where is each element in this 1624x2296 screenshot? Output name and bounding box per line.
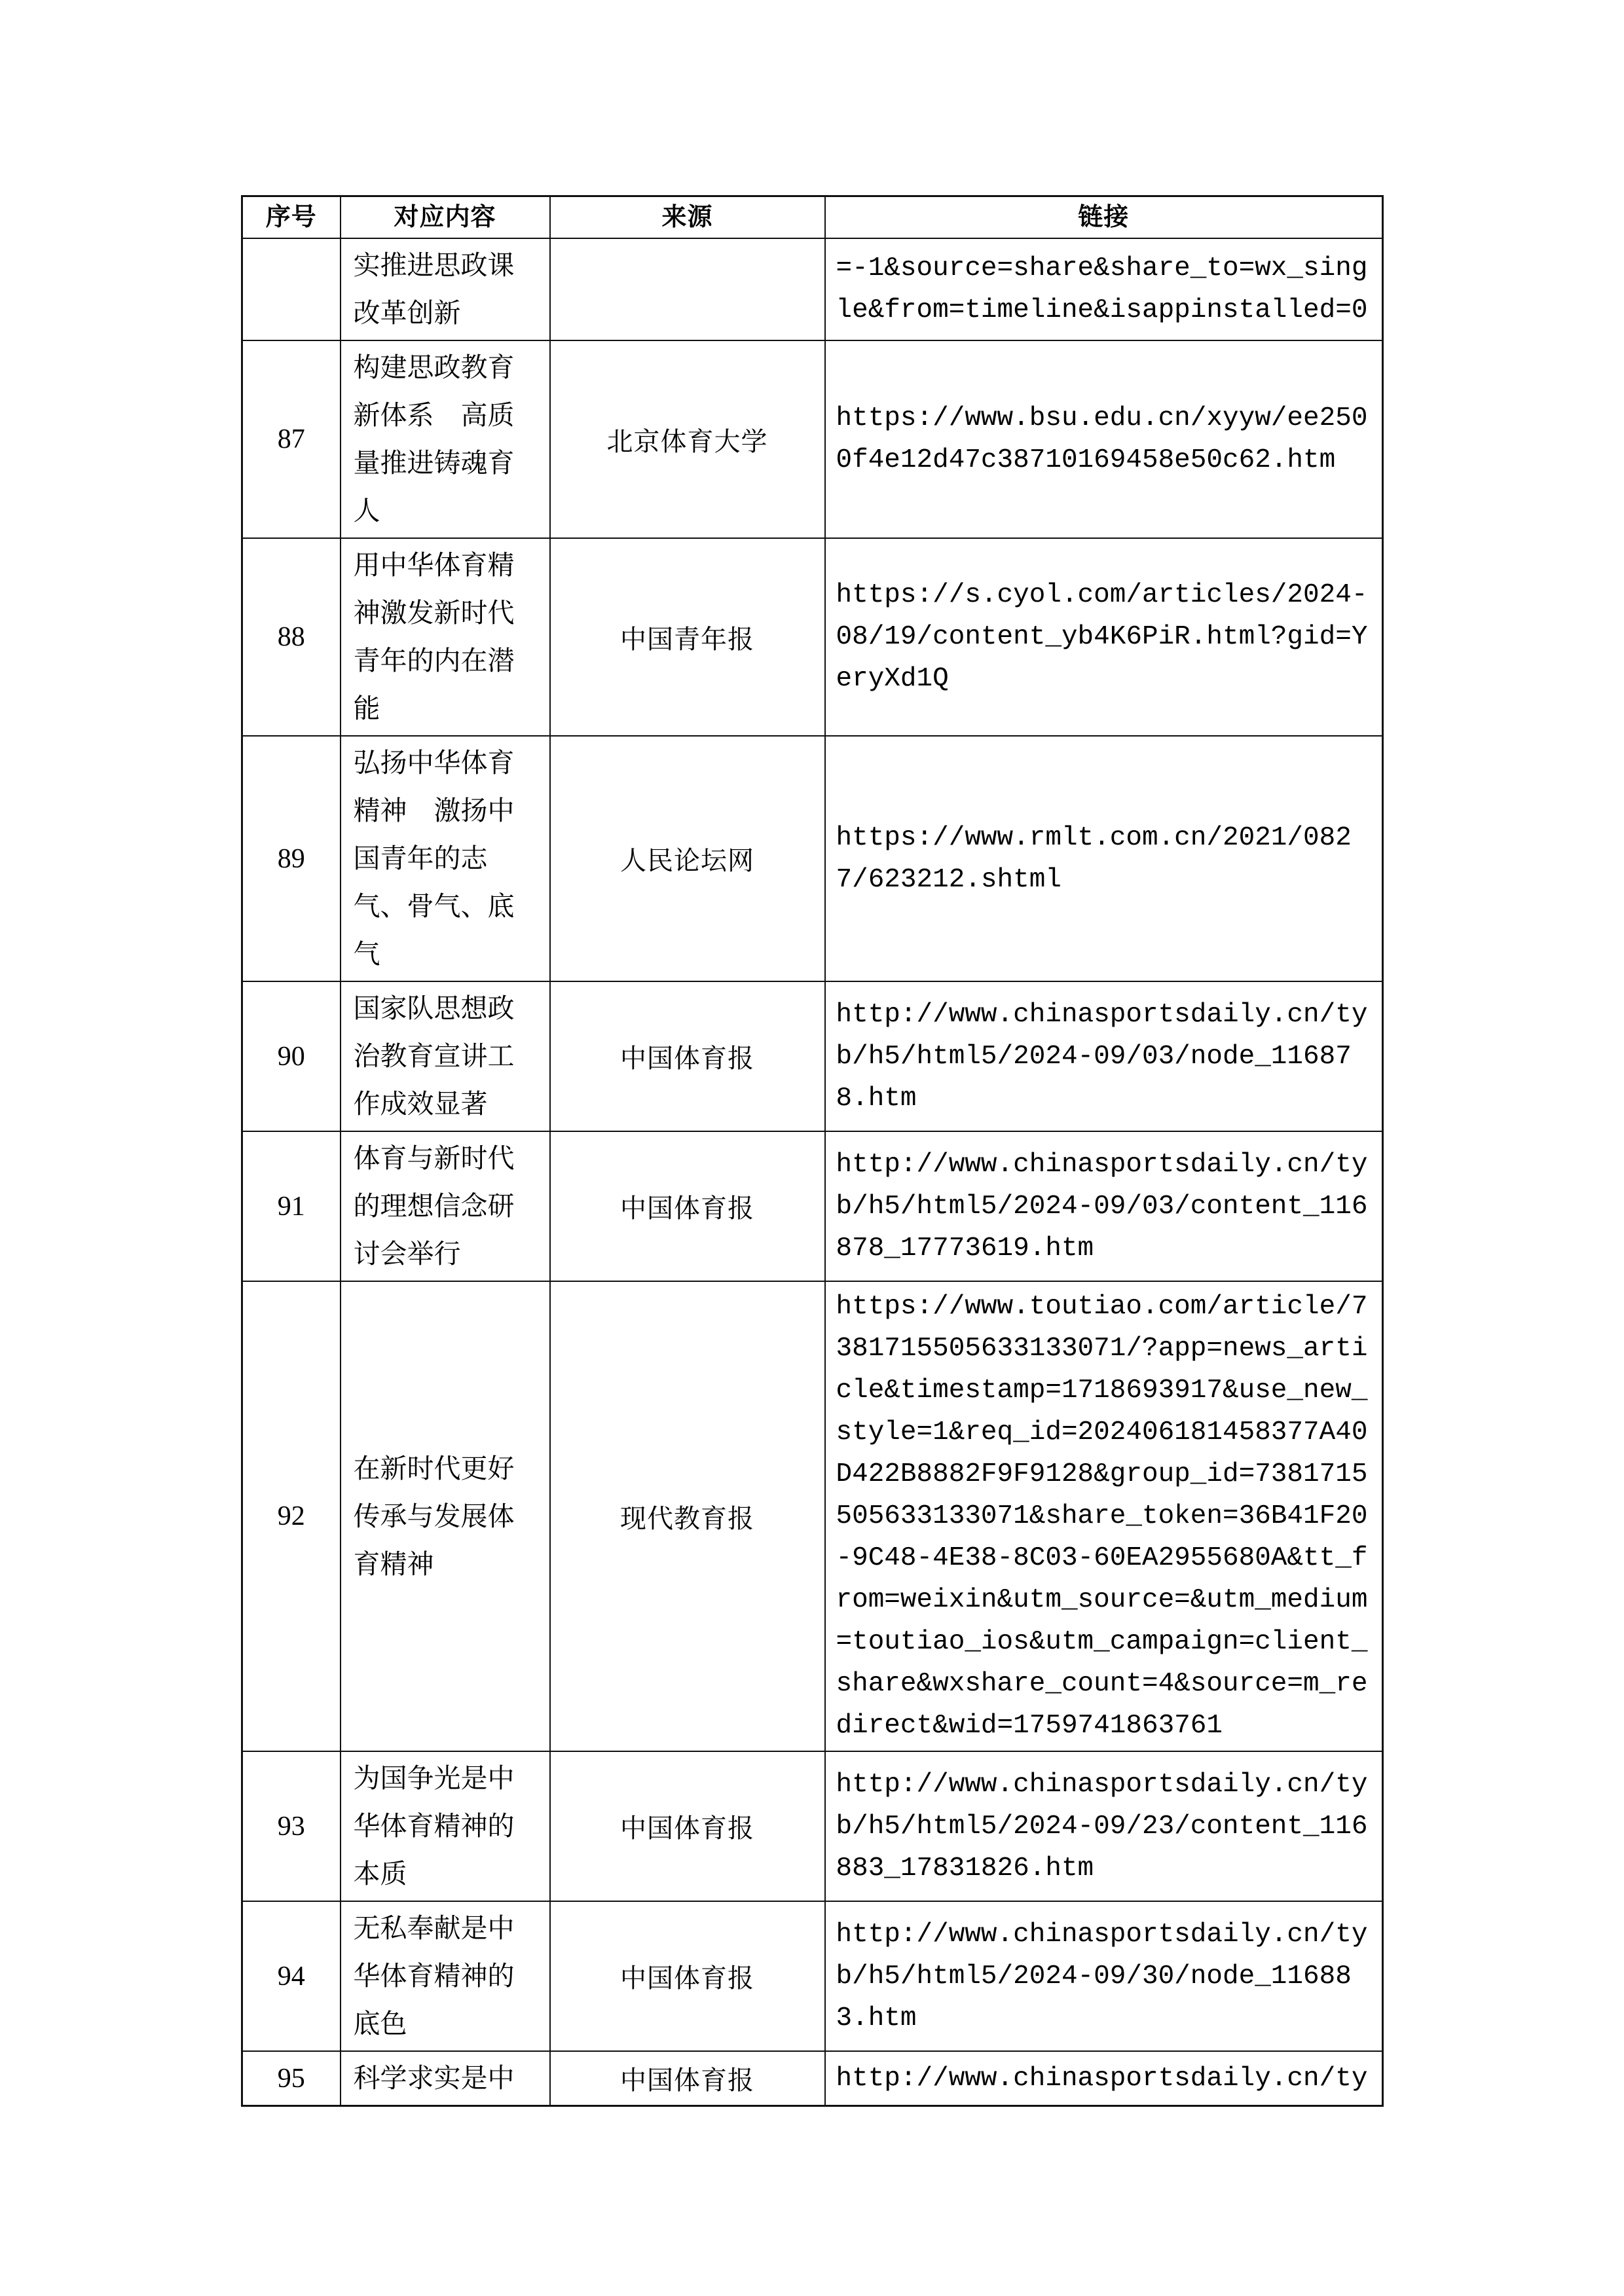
source-cell (550, 238, 825, 340)
table-row (242, 981, 1383, 1131)
row-number-cell: 92 (242, 1281, 341, 1751)
reference-links-table (241, 195, 1384, 2107)
table-row (242, 538, 1383, 736)
row-number-cell: 93 (242, 1751, 341, 1901)
table-body (242, 238, 1383, 2106)
table-row (242, 736, 1383, 981)
link-cell: http://www.chinasportsdaily.cn/tyb/h5/html5/2024-09/03/node_116878.htm (825, 981, 1383, 1131)
column-header-source: 来源 (550, 196, 825, 239)
link-cell: http://www.chinasportsdaily.cn/tyb/h5/html5/2024-09/30/node_116883.htm (825, 1901, 1383, 2051)
link-cell: https://www.bsu.edu.cn/xyyw/ee2500f4e12d47c38710169458e50c62.htm (825, 340, 1383, 538)
link-cell: https://www.rmlt.com.cn/2021/0827/623212.shtml (825, 736, 1383, 981)
source-cell: 现代教育报 (550, 1281, 825, 1751)
table-row (242, 340, 1383, 538)
link-cell: https://s.cyol.com/articles/2024-08/19/content_yb4K6PiR.html?gid=YeryXd1Q (825, 538, 1383, 736)
row-number-cell: 95 (242, 2051, 341, 2106)
row-number-cell: 89 (242, 736, 341, 981)
source-cell: 中国体育报 (550, 1901, 825, 2051)
source-cell: 中国体育报 (550, 1131, 825, 1281)
content-cell: 构建思政教育新体系 高质量推进铸魂育人 (341, 340, 550, 538)
link-cell: https://www.toutiao.com/article/7381715505633133071/?app=news_article&timestamp=1718693917&use_new_style=1&req_id=202406181458377A40D422B8882F9F9128&group_id=7381715505633133071&share_token=36B41F20-9C48-4E38-8C03-60EA2955680A&tt_from=weixin&utm_source=&utm_medium=toutiao_ios&utm_campaign=client_share&wxshare_count=4&source=m_redirect&wid=1759741863761 (825, 1281, 1383, 1751)
row-number-cell (242, 238, 341, 340)
table-row (242, 2051, 1383, 2106)
column-header-link: 链接 (825, 196, 1383, 239)
table-row (242, 1131, 1383, 1281)
source-cell: 中国体育报 (550, 981, 825, 1131)
content-cell: 国家队思想政治教育宣讲工作成效显著 (341, 981, 550, 1131)
source-cell: 中国青年报 (550, 538, 825, 736)
table-header-row (242, 196, 1383, 239)
column-header-content: 对应内容 (341, 196, 550, 239)
link-cell: =-1&source=share&share_to=wx_single&from=timeline&isappinstalled=0 (825, 238, 1383, 340)
content-cell: 体育与新时代的理想信念研讨会举行 (341, 1131, 550, 1281)
source-cell: 人民论坛网 (550, 736, 825, 981)
content-cell: 在新时代更好传承与发展体育精神 (341, 1281, 550, 1751)
content-cell: 无私奉献是中华体育精神的底色 (341, 1901, 550, 2051)
table-row (242, 1751, 1383, 1901)
table-row (242, 1901, 1383, 2051)
content-cell: 为国争光是中华体育精神的本质 (341, 1751, 550, 1901)
source-cell: 北京体育大学 (550, 340, 825, 538)
link-cell: http://www.chinasportsdaily.cn/ty (825, 2051, 1383, 2106)
content-cell: 弘扬中华体育精神 激扬中国青年的志气、骨气、底气 (341, 736, 550, 981)
table-row (242, 238, 1383, 340)
source-cell: 中国体育报 (550, 1751, 825, 1901)
row-number-cell: 94 (242, 1901, 341, 2051)
content-cell: 用中华体育精神激发新时代青年的内在潜能 (341, 538, 550, 736)
link-cell: http://www.chinasportsdaily.cn/tyb/h5/html5/2024-09/23/content_116883_17831826.htm (825, 1751, 1383, 1901)
content-cell: 实推进思政课改革创新 (341, 238, 550, 340)
column-header-number: 序号 (242, 196, 341, 239)
content-cell: 科学求实是中 (341, 2051, 550, 2106)
row-number-cell: 90 (242, 981, 341, 1131)
row-number-cell: 87 (242, 340, 341, 538)
table-row (242, 1281, 1383, 1751)
source-cell: 中国体育报 (550, 2051, 825, 2106)
row-number-cell: 88 (242, 538, 341, 736)
link-cell: http://www.chinasportsdaily.cn/tyb/h5/html5/2024-09/03/content_116878_17773619.htm (825, 1131, 1383, 1281)
row-number-cell: 91 (242, 1131, 341, 1281)
